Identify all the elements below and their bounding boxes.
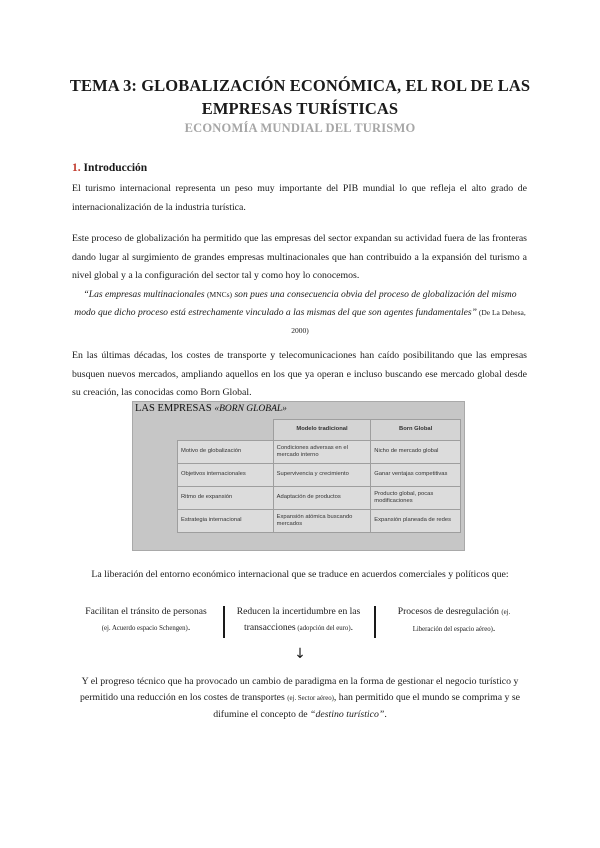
paragraph-born-global: En las últimas décadas, los costes de transporte y telecomunicaciones han caído posibilitando que las empresas busquen nuevos mercados, ampliando aquellos en los que ya operan e incluso buscando ese mercado global desde su creación, las conocidas como Born Global. — [72, 350, 527, 398]
title-line-1: TEMA 3: GLOBALIZACIÓN ECONÓMICA, EL ROL DE LAS — [69, 76, 531, 95]
table-title-prefix: LAS EMPRESAS — [135, 403, 215, 414]
table-cell: Ganar ventajas competitivas — [371, 464, 461, 487]
column-end: . — [187, 622, 191, 633]
column-end: . — [492, 623, 496, 634]
section-heading — [72, 162, 147, 174]
born-global-table — [177, 419, 461, 533]
final-text-2: , han permitido que el mundo se comprima y se difumine el concepto de — [213, 692, 521, 720]
quote-block — [72, 286, 528, 340]
final-quote: “destino turístico” — [310, 709, 385, 720]
table-cell: Nicho de mercado global — [371, 441, 461, 464]
table-row — [178, 487, 461, 510]
table-cell: Ritmo de expansión — [178, 487, 274, 510]
quote-citation: (De La Dehesa, 2000) — [291, 308, 526, 335]
paragraph-intro: El turismo internacional representa un peso muy importante del PIB mundial lo que refleja el alto grado de internacionalización de la industria turística. — [72, 183, 527, 213]
column-end: . — [350, 622, 353, 633]
column-euro — [227, 604, 370, 637]
arrow-down-icon: ↓ — [294, 646, 306, 662]
table-cell: Adaptación de productos — [273, 487, 371, 510]
table-header-cell: Modelo tradicional — [273, 420, 371, 441]
liberalization-intro: La liberación del entorno económico internacional que se traduce en acuerdos comerciales y políticos que: — [91, 569, 509, 580]
table-cell: Condiciones adversas en el mercado interno — [273, 441, 371, 464]
column-divider — [374, 606, 376, 638]
final-text-1: Y el progreso técnico que ha provocado un cambio de paradigma en la forma de gestionar el negocio turístico y permitido una reducción en los costes de transportes — [79, 676, 519, 703]
column-main-text: Reducen la incertidumbre en las transacciones — [236, 606, 361, 633]
column-note: (ej. — [501, 609, 511, 616]
table-cell: Objetivos internacionales — [178, 464, 274, 487]
table-title — [135, 403, 287, 414]
table-header-cell: Born Global — [371, 420, 461, 441]
section-number: 1. — [72, 162, 81, 174]
column-divider — [223, 606, 225, 638]
document-subtitle: ECONOMÍA MUNDIAL DEL TURISMO — [184, 121, 416, 135]
column-main-text: Procesos de desregulación — [397, 606, 502, 617]
table-row — [178, 464, 461, 487]
table-row — [178, 510, 461, 533]
paragraph-globalization: Este proceso de globalización ha permitido que las empresas del sector expandan su actividad fuera de las fronteras dando lugar al surgimiento de grandes empresas multinacionales que han contribuido a la expansión del turismo a nivel global y a la configuración del sector tal y como hoy lo conocemos. — [72, 233, 527, 281]
column-note: (adopción del euro) — [295, 625, 351, 632]
table-cell: Expansión planeada de redes — [371, 510, 461, 533]
table-row — [178, 441, 461, 464]
column-note: Liberación del espacio aéreo) — [412, 626, 493, 633]
table-cell: Expansión atómica buscando mercados — [273, 510, 371, 533]
quote-abbreviation: (MNCs) — [207, 290, 233, 299]
column-deregulation — [379, 604, 529, 638]
table-cell: Producto global, pocas modificaciones — [371, 487, 461, 510]
table-cell: Motivo de globalización — [178, 441, 274, 464]
column-note: (ej. Acuerdo espacio Schengen) — [101, 625, 188, 632]
section-title: Introducción — [83, 162, 148, 174]
table-cell: Estrategia internacional — [178, 510, 274, 533]
document-title — [60, 74, 540, 120]
table-title-italic: «BORN GLOBAL» — [214, 404, 287, 414]
table-cell: Supervivencia y crecimiento — [273, 464, 371, 487]
quote-text-1: “Las empresas multinacionales — [83, 289, 208, 300]
column-schengen — [72, 604, 220, 637]
final-note: (ej. Sector aéreo) — [287, 695, 334, 702]
quote-text-2: son pues una consecuencia obvia del proceso de globalización del mismo modo que dicho proceso está estrechamente vinculado a las mismas del que son agentes fundamentales” — [74, 289, 517, 318]
paragraph-technical-progress — [72, 674, 528, 723]
table-header-cell — [178, 420, 274, 441]
liberalization-columns — [72, 604, 528, 644]
born-global-table-image — [132, 401, 465, 551]
title-line-2: EMPRESAS TURÍSTICAS — [201, 99, 399, 118]
column-main-text: Facilitan el tránsito de personas — [85, 606, 207, 617]
table-header-row — [178, 420, 461, 441]
final-end: . — [384, 709, 387, 720]
